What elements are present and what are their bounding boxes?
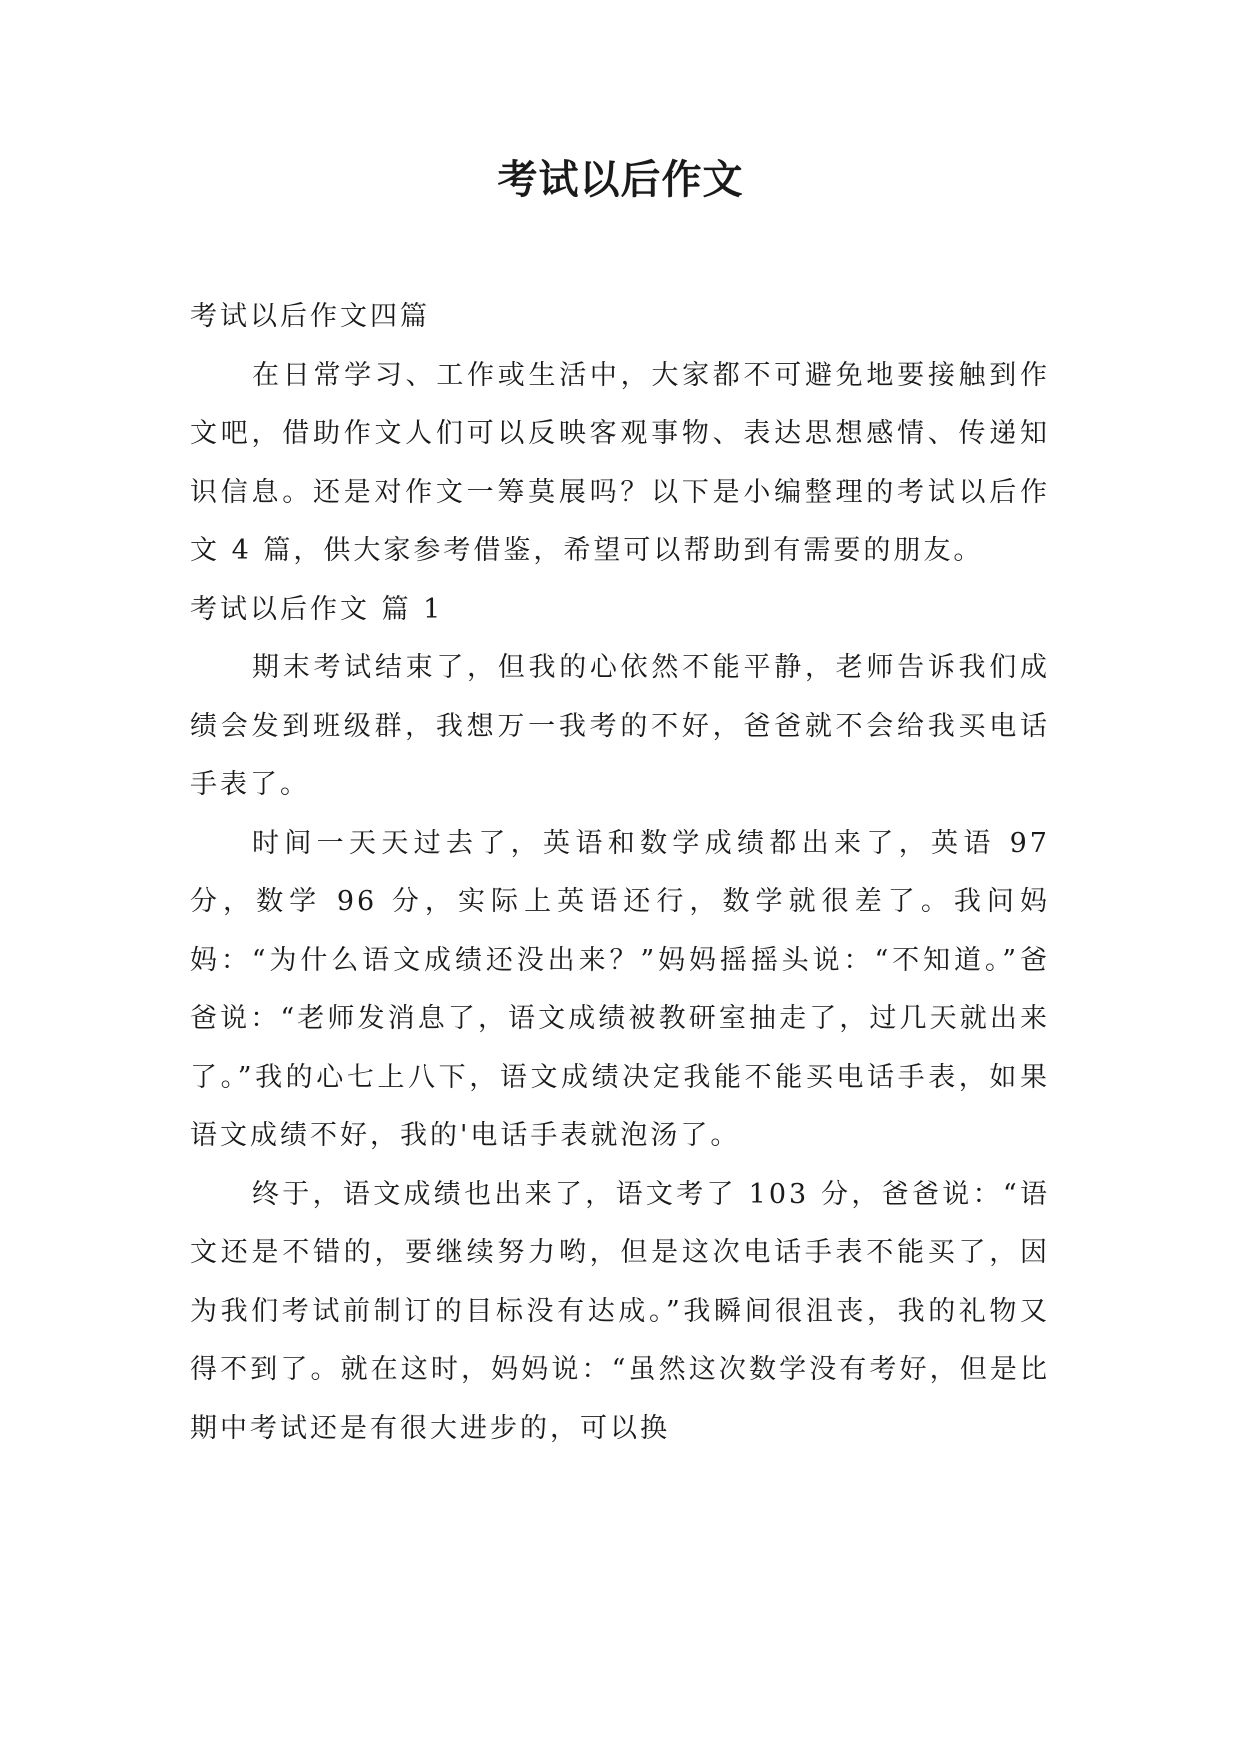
intro-paragraph: 在日常学习、工作或生活中，大家都不可避免地要接触到作文吧，借助作文人们可以反映客观事物、表达思想感情、传递知识信息。还是对作文一筹莫展吗？以下是小编整理的考试以后作文 4 篇，供大家参考借鉴，希望可以帮助到有需要的朋友。: [190, 359, 1050, 566]
document-body: [190, 288, 1050, 1458]
body-paragraph: 期末考试结束了，但我的心依然不能平静，老师告诉我们成绩会发到班级群，我想万一我考的不好，爸爸就不会给我买电话手表了。: [190, 652, 1050, 800]
section-heading: 考试以后作文四篇: [190, 301, 430, 332]
body-paragraph: 终于，语文成绩也出来了，语文考了 103 分，爸爸说：“语文还是不错的，要继续努力哟，但是这次电话手表不能买了，因为我们考试前制订的目标没有达成。”我瞬间很沮丧，我的礼物又得不到了。就在这时，妈妈说：“虽然这次数学没有考好，但是比期中考试还是有很大进步的，可以换: [190, 1178, 1050, 1444]
body-paragraph: 时间一天天过去了，英语和数学成绩都出来了，英语 97 分，数学 96 分，实际上英语还行，数学就很差了。我问妈妈：“为什么语文成绩还没出来？”妈妈摇摇头说：“不知道。”爸爸说：“老师发消息了，语文成绩被教研室抽走了，过几天就出来了。”我的心七上八下，语文成绩决定我能不能买电话手表，如果语文成绩不好，我的'电话手表就泡汤了。: [190, 827, 1050, 1151]
document-title: 考试以后作文: [497, 156, 744, 203]
section-heading: 考试以后作文 篇 1: [190, 593, 444, 625]
